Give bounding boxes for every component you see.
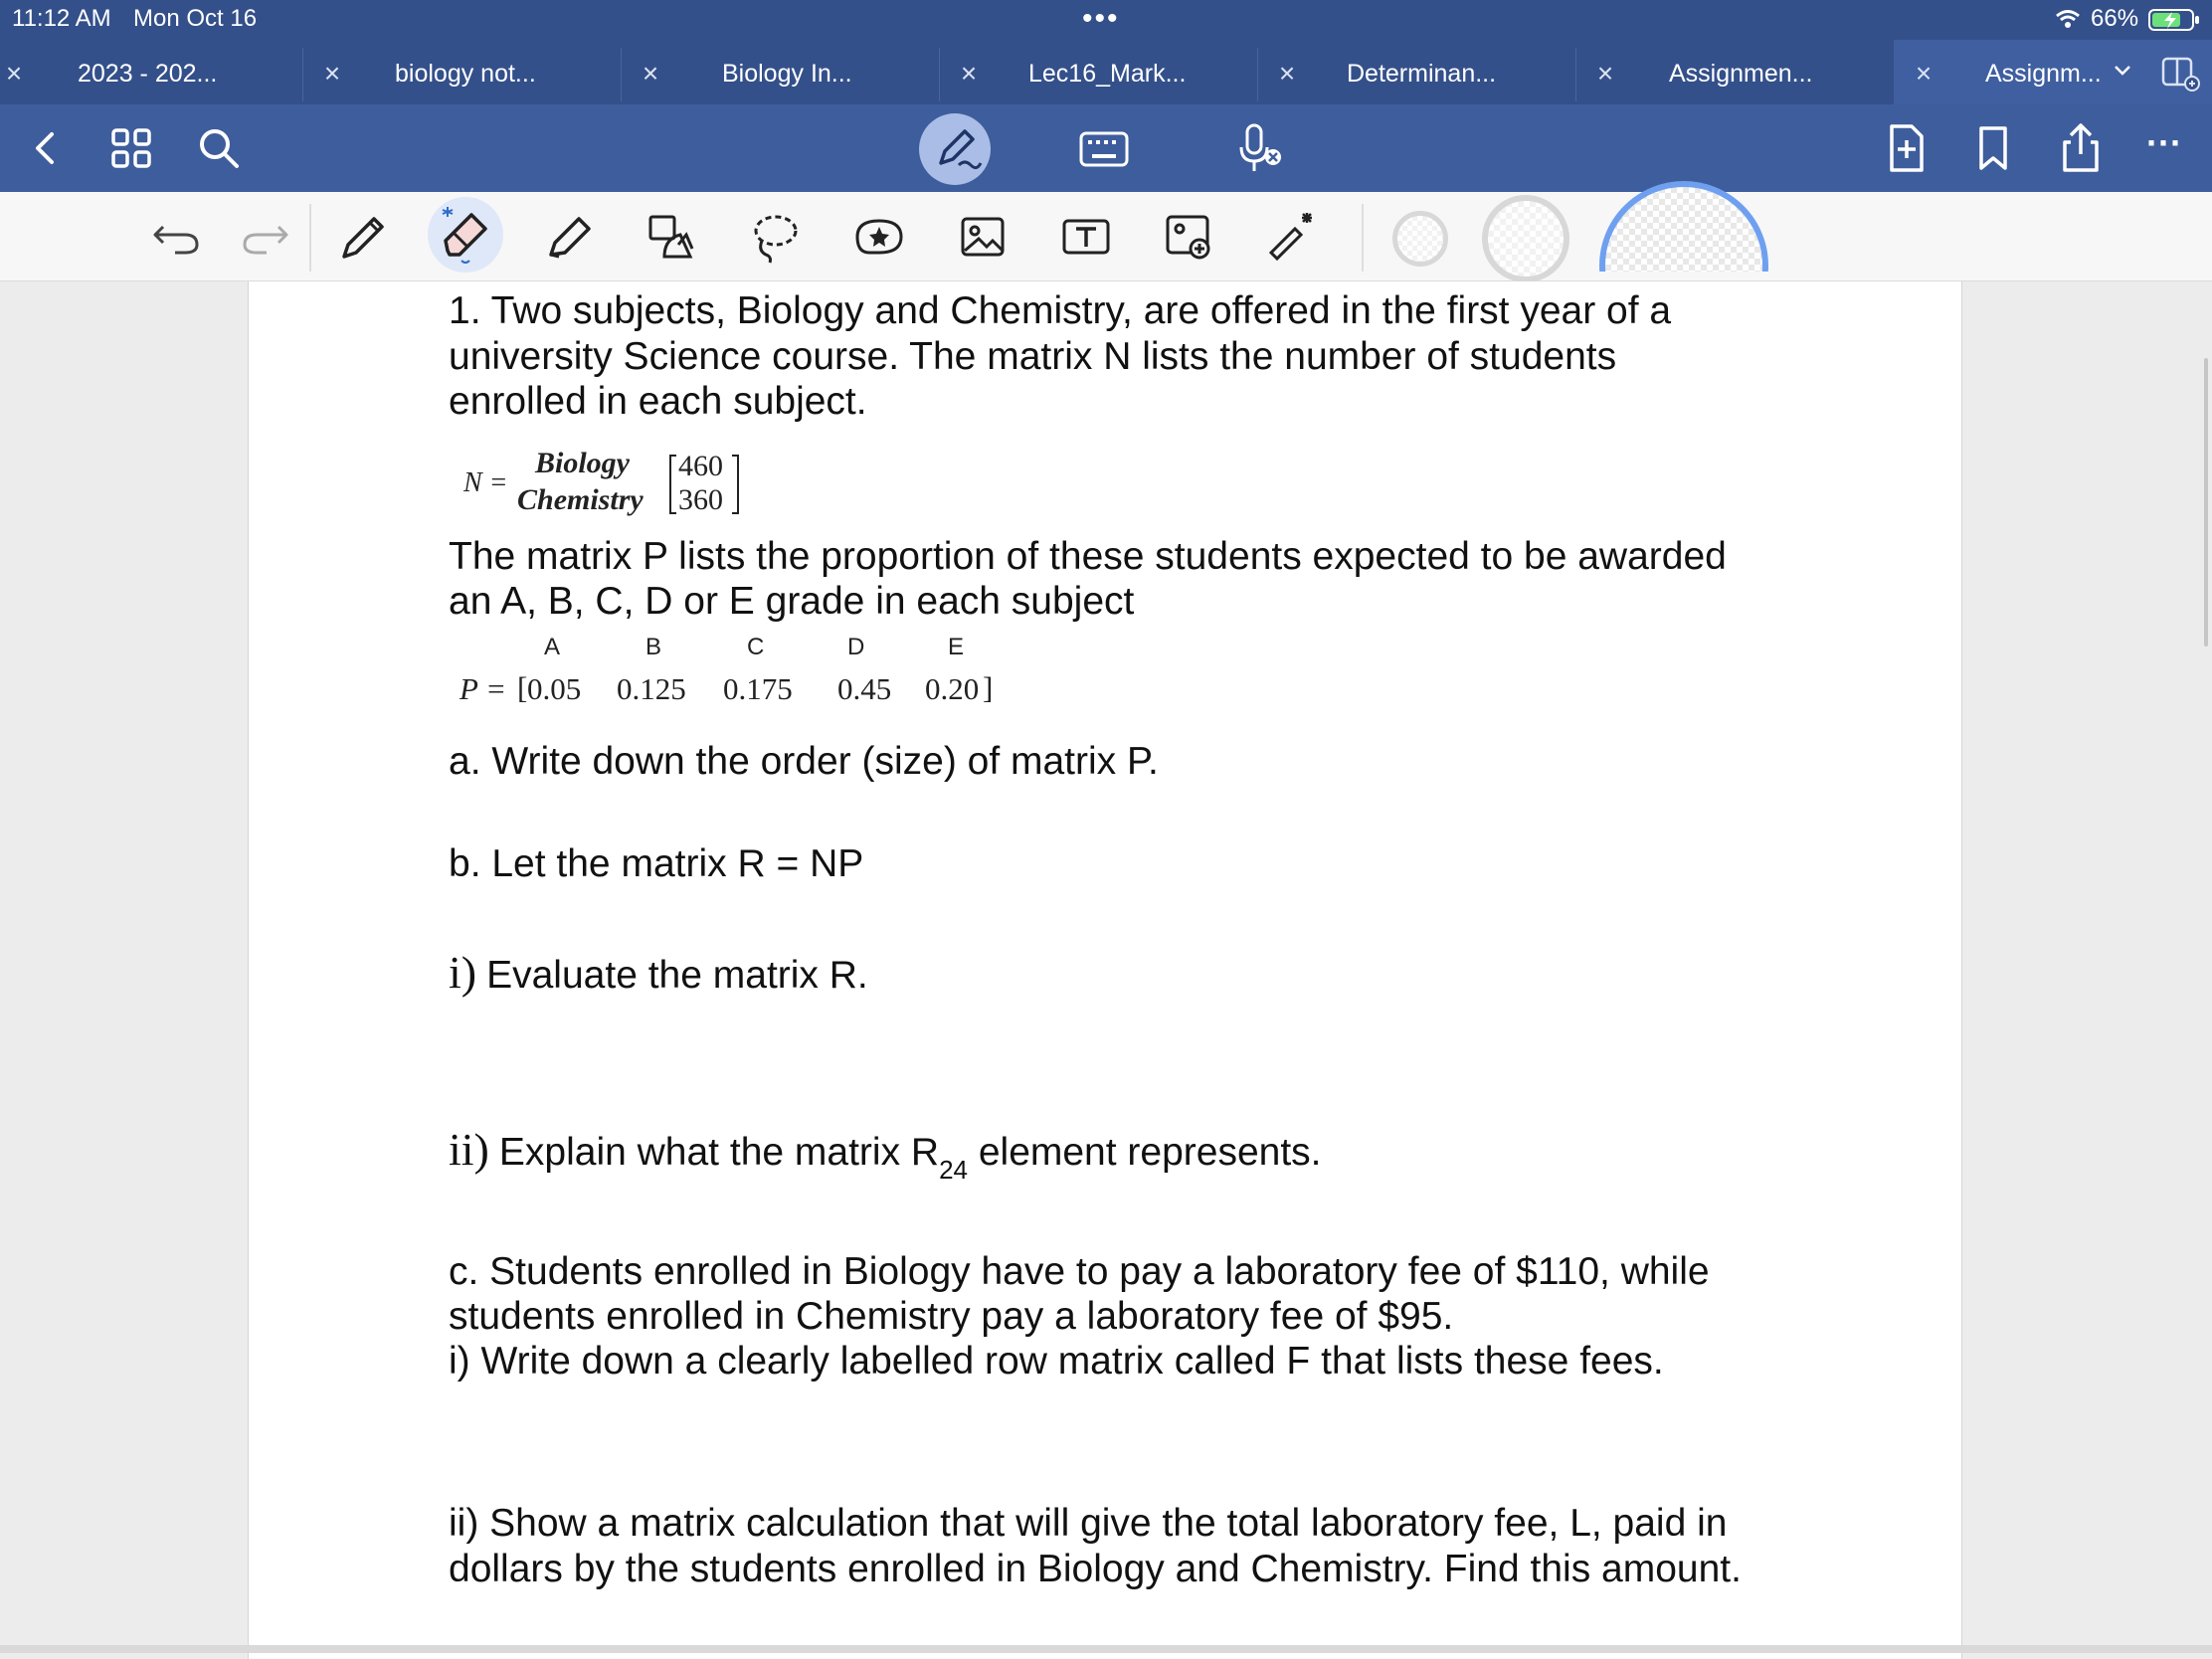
redo-icon[interactable] — [233, 205, 296, 269]
part-b-i — [449, 947, 868, 998]
tool-divider — [309, 204, 311, 272]
part-a: a. Write down the order (size) of matrix P. — [449, 740, 1159, 783]
tool-divider — [1362, 204, 1364, 272]
share-icon[interactable] — [2053, 120, 2109, 176]
status-date: Mon Oct 16 — [133, 5, 258, 32]
tab-divider — [302, 48, 303, 101]
tab-divider — [1575, 48, 1576, 101]
more-icon[interactable]: ··· — [2146, 122, 2182, 163]
part-b-ii — [449, 1124, 1322, 1185]
part-b-i-text: Evaluate the matrix R. — [486, 954, 868, 997]
matrix-p-header: C — [747, 634, 765, 660]
lasso-icon[interactable] — [744, 205, 808, 269]
color-swatch-small[interactable] — [1392, 211, 1448, 267]
matrix-p-header: D — [847, 634, 865, 660]
question-intro-line-1: 1. Two subjects, Biology and Chemistry, are offered in the first year of a — [449, 289, 1672, 332]
matrix-p-header: B — [645, 634, 662, 660]
part-c-i: i) Write down a clearly labelled row matrix called F that lists these fees. — [449, 1340, 1664, 1382]
page-bottom-divider — [0, 1645, 2212, 1653]
scrollbar[interactable] — [2204, 358, 2208, 646]
part-c-ii-line-2: dollars by the students enrolled in Biology and Chemistry. Find this amount. — [449, 1548, 1742, 1590]
eraser-button[interactable] — [428, 197, 503, 273]
tab-7[interactable]: Assignm... — [1985, 60, 2102, 88]
tab-1[interactable]: 2023 - 202... — [78, 60, 218, 88]
undo-icon[interactable] — [145, 205, 209, 269]
battery-icon — [2148, 8, 2200, 32]
tab-4[interactable]: Lec16_Mark... — [1028, 60, 1187, 88]
question-intro-line-2: university Science course. The matrix N lists the number of students — [449, 335, 1617, 378]
matrix-n-row-label: Chemistry — [517, 483, 644, 516]
keyboard-icon[interactable] — [1078, 125, 1130, 173]
matrix-p-header: A — [544, 634, 561, 660]
tab-close-icon[interactable]: × — [5, 58, 23, 89]
status-time: 11:12 AM — [12, 5, 111, 32]
mic-off-icon[interactable] — [1233, 121, 1285, 177]
matrix-p-value: 0.125 — [617, 671, 686, 706]
battery-percent: 66% — [2091, 5, 2139, 32]
matrix-p-value: 0.45 — [837, 671, 892, 706]
matrix-p-value: 0.05 — [527, 671, 582, 706]
part-b-ii-text: Explain what the matrix R — [498, 1131, 940, 1174]
tab-divider — [621, 48, 622, 101]
part-c-ii-line-1: ii) Show a matrix calculation that will give the total laboratory fee, L, paid in — [449, 1502, 1728, 1545]
pen-icon[interactable] — [330, 205, 394, 269]
highlighter-icon[interactable] — [537, 205, 601, 269]
part-b-i-number: i) — [449, 947, 477, 998]
matrix-p-value: 0.20 — [925, 671, 980, 706]
tab-divider — [939, 48, 940, 101]
color-swatch-medium[interactable] — [1482, 195, 1569, 282]
tab-6[interactable]: Assignmen... — [1669, 60, 1813, 88]
add-page-icon[interactable] — [1878, 120, 1934, 176]
eraser-icon — [428, 197, 503, 273]
tab-close-icon[interactable]: × — [1278, 58, 1296, 89]
matrix-n-value: 360 — [678, 483, 723, 516]
wifi-icon — [2055, 9, 2081, 29]
pen-mode-button[interactable] — [919, 113, 991, 185]
bookmark-icon[interactable] — [1965, 120, 2021, 176]
part-b-ii-subscript: 24 — [939, 1155, 968, 1185]
text-box-icon[interactable] — [1054, 205, 1118, 269]
tab-divider — [1257, 48, 1258, 101]
sticker-icon[interactable] — [847, 205, 911, 269]
matrix-p-header: E — [948, 634, 965, 660]
matrix-p-label: P = — [460, 671, 507, 706]
tab-close-icon[interactable]: × — [323, 58, 341, 89]
scan-icon[interactable] — [1158, 205, 1221, 269]
matrix-p-open-bracket: [ — [517, 670, 528, 705]
top-bar — [0, 0, 2212, 104]
grid-icon[interactable] — [103, 120, 159, 176]
part-b: b. Let the matrix R = NP — [449, 842, 864, 885]
tab-close-icon[interactable]: × — [642, 58, 659, 89]
tab-3[interactable]: Biology In... — [722, 60, 852, 88]
image-icon[interactable] — [951, 205, 1014, 269]
chevron-down-icon[interactable] — [2113, 64, 2132, 78]
shapes-icon[interactable] — [641, 205, 704, 269]
matrix-p-close-bracket: ] — [983, 670, 994, 705]
matrix-n-value: 460 — [678, 450, 723, 482]
split-view-icon[interactable] — [2160, 56, 2200, 92]
part-b-ii-number: ii) — [449, 1124, 489, 1175]
chevron-left-icon[interactable] — [18, 120, 74, 176]
search-icon[interactable] — [191, 120, 247, 176]
tab-close-icon[interactable]: × — [1596, 58, 1614, 89]
tab-close-icon[interactable]: × — [960, 58, 978, 89]
matrix-n-row-label: Biology — [535, 447, 630, 479]
laser-pointer-icon[interactable] — [1261, 205, 1325, 269]
question-intro-line-3: enrolled in each subject. — [449, 380, 867, 423]
matrix-p-value: 0.175 — [723, 671, 793, 706]
part-c-line-1: c. Students enrolled in Biology have to pay a laboratory fee of $110, while — [449, 1250, 1710, 1293]
tab-2[interactable]: biology not... — [395, 60, 536, 88]
p-intro-line-2: an A, B, C, D or E grade in each subject — [449, 580, 1135, 623]
matrix-n-label: N = — [463, 467, 508, 498]
multitask-dots[interactable]: ••• — [1082, 2, 1120, 35]
p-intro-line-1: The matrix P lists the proportion of these students expected to be awarded — [449, 535, 1727, 578]
part-b-ii-text-end: element represents. — [968, 1131, 1322, 1174]
tab-close-icon[interactable]: × — [1915, 58, 1933, 89]
pen-mode-icon — [919, 113, 991, 185]
part-c-line-2: students enrolled in Chemistry pay a laboratory fee of $95. — [449, 1295, 1454, 1338]
tab-5[interactable]: Determinan... — [1347, 60, 1497, 88]
